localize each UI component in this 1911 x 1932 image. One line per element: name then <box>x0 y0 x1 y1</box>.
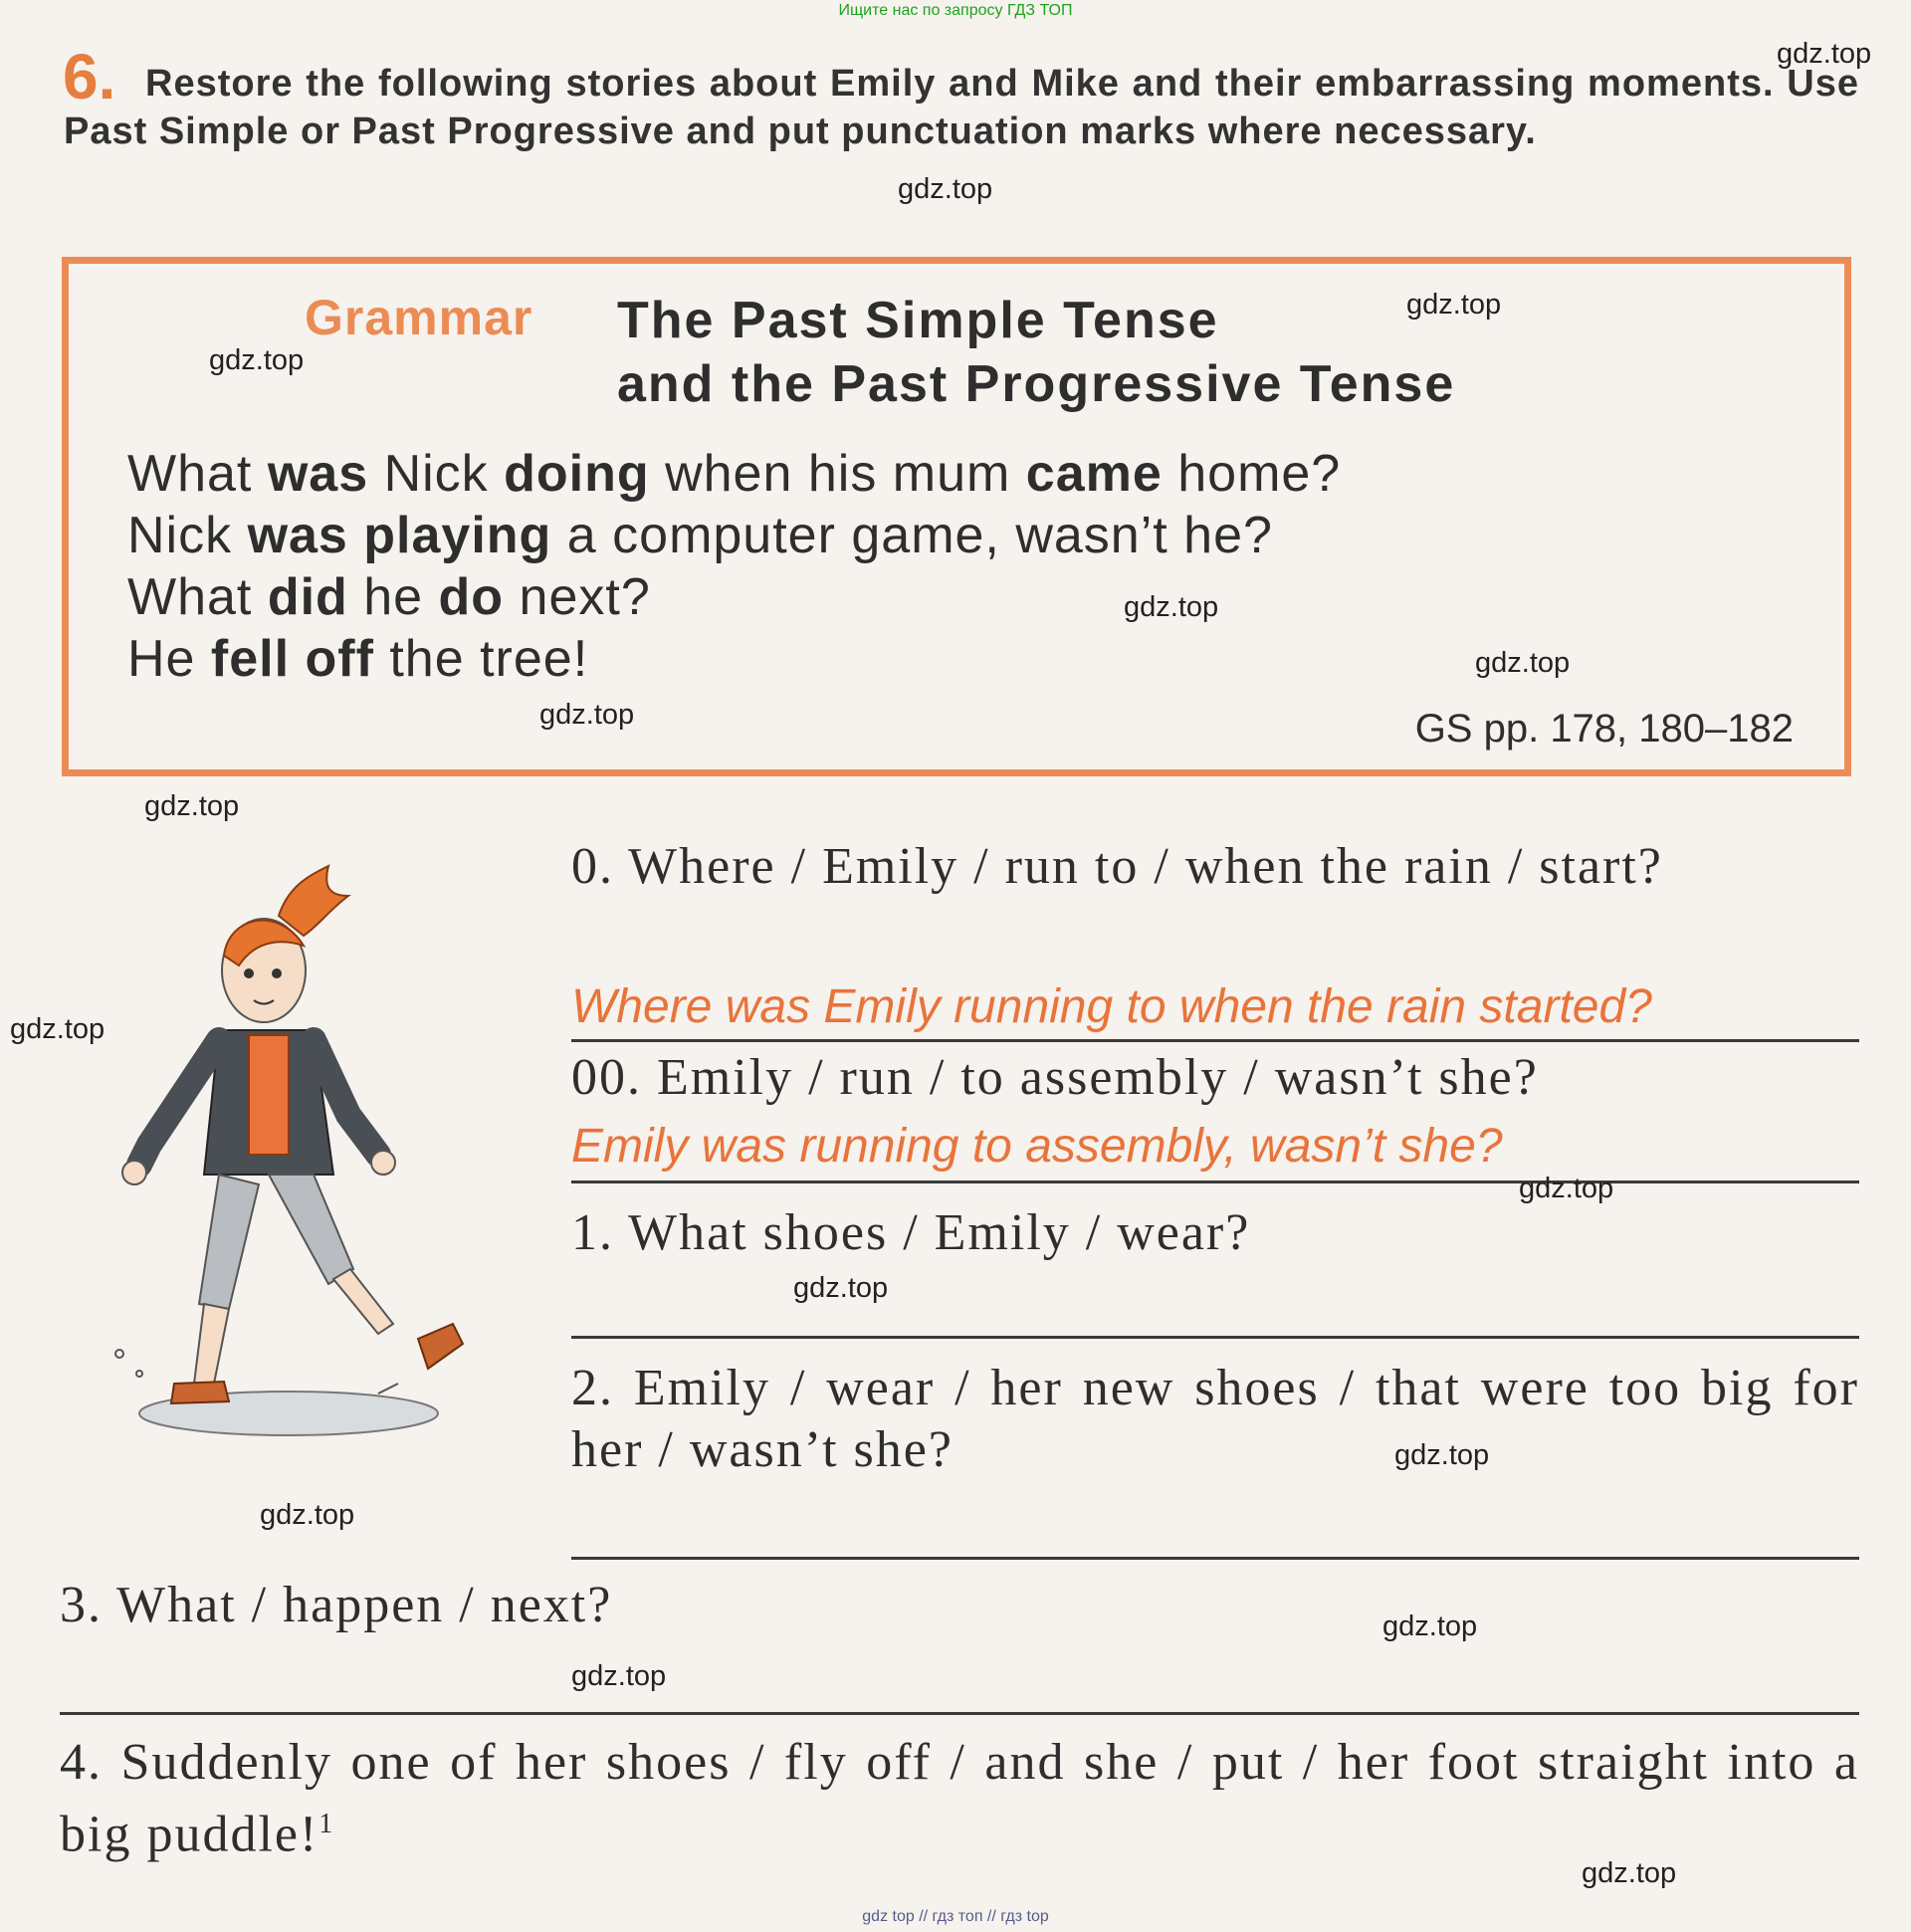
task-0-answer[interactable]: Where was Emily running to when the rain started? <box>571 980 1652 1033</box>
watermark: gdz.top <box>539 699 635 731</box>
grammar-example-4: He fell off the tree! <box>127 630 589 688</box>
watermark: gdz.top <box>1777 38 1872 70</box>
grammar-example-3: What did he do next? <box>127 568 651 626</box>
watermark: gdz.top <box>1124 591 1219 623</box>
task-3: 3. What / happen / next? <box>60 1577 613 1633</box>
task-4: 4. Suddenly one of her shoes / fly off / and she / put / her foot straight into a big puddle!$^1$ <box>60 1734 1859 1863</box>
exercise-instruction: Restore the following stories about Emily and Mike and their embarrassing moments. Use Past Simple or Past Progressive and put punctuation marks where necessary. <box>64 63 1859 152</box>
watermark: gdz.top <box>144 790 240 822</box>
footnote-marker: 1 <box>318 1809 335 1839</box>
watermark: gdz.top <box>571 1660 667 1692</box>
task-1: 1. What shoes / Emily / wear? <box>571 1204 1251 1261</box>
grammar-label: Grammar <box>305 290 533 345</box>
grammar-title-line2: and the Past Progressive Tense <box>617 355 1456 413</box>
task-3-answer-line[interactable] <box>60 1712 1859 1715</box>
task-00: 00. Emily / run / to assembly / wasn’t she? <box>571 1049 1539 1106</box>
task-2: 2. Emily / wear / her new shoes / that were too big for her / wasn’t she? <box>571 1360 1859 1478</box>
grammar-title-line1: The Past Simple Tense <box>617 292 1219 349</box>
watermark: gdz.top <box>1406 289 1502 321</box>
watermark: gdz.top <box>793 1272 889 1304</box>
grammar-example-1: What was Nick doing when his mum came home? <box>127 445 1342 503</box>
grammar-example-2: Nick was playing a computer game, wasn’t he? <box>127 507 1273 564</box>
watermark: gdz.top <box>898 173 993 205</box>
task-2-answer-line[interactable] <box>571 1557 1859 1560</box>
top-banner[interactable]: Ищите нас по запросу ГДЗ ТОП <box>838 2 1073 19</box>
grammar-reference: GS pp. 178, 180–182 <box>1414 707 1794 751</box>
task-0-answer-line <box>571 1039 1859 1042</box>
girl-running-illustration <box>80 856 518 1443</box>
task-1-answer-line[interactable] <box>571 1336 1859 1339</box>
watermark: gdz.top <box>1582 1857 1677 1889</box>
watermark: gdz.top <box>1519 1173 1614 1204</box>
watermark: gdz.top <box>260 1499 355 1531</box>
task-0: 0. Where / Emily / run to / when the rain / start? <box>571 838 1663 895</box>
bottom-banner[interactable]: gdz top // гдз топ // гдз top <box>862 1908 1049 1925</box>
task-00-answer[interactable]: Emily was running to assembly, wasn’t she? <box>571 1120 1503 1173</box>
task-00-answer-line <box>571 1181 1859 1183</box>
exercise-number: 6. <box>63 41 116 112</box>
watermark: gdz.top <box>1382 1610 1478 1642</box>
watermark: gdz.top <box>1394 1439 1490 1471</box>
grammar-title <box>617 289 1455 416</box>
watermark: gdz.top <box>1475 647 1571 679</box>
watermark: gdz.top <box>209 344 305 376</box>
watermark: gdz.top <box>10 1013 106 1045</box>
